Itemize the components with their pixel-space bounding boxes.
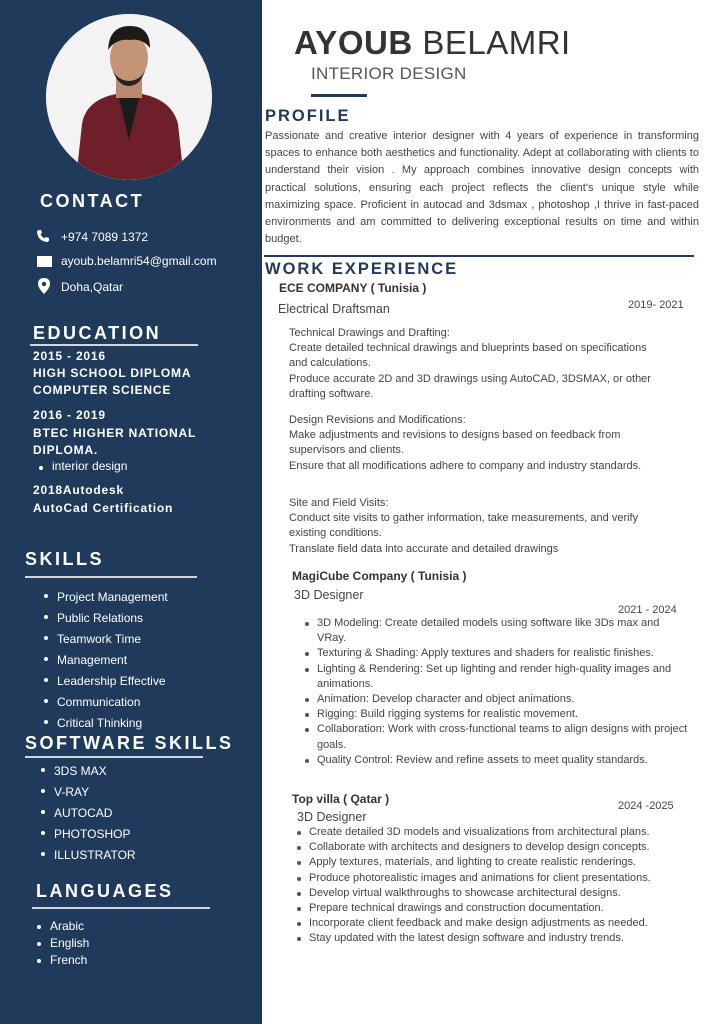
group-line: Produce accurate 2D and 3D drawings using AutoCAD, 3DSMAX, or other drafting software.	[289, 372, 651, 400]
contact-email: ayoub.belamri54@gmail.com	[61, 254, 217, 268]
list-item: Critical Thinking	[41, 713, 168, 734]
sidebar	[0, 0, 262, 1024]
list-item: Animation: Develop character and object animations.	[303, 692, 688, 707]
group-heading: Technical Drawings and Drafting:	[289, 327, 450, 339]
edu-2-years: 2016 - 2019	[33, 408, 106, 422]
list-item: Produce photorealistic images and animations for client presentations.	[295, 871, 685, 886]
group-line: Ensure that all modifications adhere to company and industry standards.	[289, 459, 642, 472]
software-title: SOFTWARE SKILLS	[25, 733, 234, 753]
list-item: Teamwork Time	[41, 629, 168, 650]
list-item: AUTOCAD	[38, 803, 136, 824]
list-item: French	[34, 952, 89, 969]
contact-location: Doha,Qatar	[61, 280, 124, 294]
list-item: Arabic	[34, 918, 89, 935]
full-name	[294, 24, 571, 62]
name-underline	[311, 94, 367, 97]
job-3-role: 3D Designer	[297, 810, 367, 824]
last-name: BELAMRI	[422, 24, 571, 61]
job-3-dates: 2024 -2025	[618, 800, 674, 812]
edu-3-line1: AutoCad Certification	[33, 501, 174, 515]
education-title: EDUCATION	[33, 323, 162, 343]
edu-2-bullets	[36, 459, 127, 473]
profile-text: Passionate and creative interior designer with 4 years of experience in transforming spaces to enhance both aesthetics and functionality. Adept at collaborating with clients to understand their vision . My approach combines innovative design concepts with practical solutions, ensuring each project reflects the client's unique style while maximizing space. Proficient in autocad and 3dsmax , photoshop ,I thrive in fast-paced environments and am committed to delivering exceptional results on time and within budget.	[265, 130, 699, 246]
edu-1-line2: COMPUTER SCIENCE	[33, 383, 172, 397]
list-item: Stay updated with the latest design software and industry trends.	[295, 931, 685, 946]
contact-title: CONTACT	[40, 191, 145, 211]
job-3-company: Top villa ( Qatar )	[292, 792, 390, 806]
list-item: 3D Modeling: Create detailed models using software like 3Ds max and VRay.	[303, 616, 688, 646]
group-line: Translate field data into accurate and detailed drawings	[289, 542, 559, 555]
list-item: Quality Control: Review and refine assets to meet quality standards.	[303, 753, 688, 768]
job-3-list	[295, 825, 685, 947]
edu-2-line1: BTEC HIGHER NATIONAL	[33, 426, 197, 440]
phone-icon	[36, 229, 50, 248]
experience-title: WORK EXPERIENCE	[265, 260, 459, 278]
job-1-role: Electrical Draftsman	[278, 302, 390, 316]
job-1-group-1	[289, 326, 665, 402]
edu-1-years: 2015 - 2016	[33, 349, 106, 363]
profile-title: PROFILE	[265, 107, 351, 125]
list-item: Communication	[41, 692, 168, 713]
list-item: Create detailed 3D models and visualizations from architectural plans.	[295, 825, 685, 840]
list-item: Texturing & Shading: Apply textures and shaders for realistic finishes.	[303, 646, 688, 661]
list-item: Management	[41, 650, 168, 671]
envelope-icon	[37, 254, 52, 272]
software-rule	[25, 756, 203, 758]
list-item: Collaborate with architects and designers to develop design concepts.	[295, 840, 685, 855]
profile-rule	[264, 255, 694, 257]
list-item: Incorporate client feedback and make design adjustments as needed.	[295, 916, 685, 931]
map-pin-icon	[38, 278, 50, 299]
list-item: Collaboration: Work with cross-functional teams to align designs with project goals.	[303, 722, 688, 752]
job-2-company: MagiCube Company ( Tunisia )	[292, 569, 467, 583]
list-item: Apply textures, materials, and lighting to create realistic renderings.	[295, 855, 685, 870]
languages-title: LANGUAGES	[36, 881, 174, 901]
group-line: Make adjustments and revisions to designs based on feedback from supervisors and clients.	[289, 429, 621, 457]
list-item: Public Relations	[41, 608, 168, 629]
list-item: Develop virtual walkthroughs to showcase architectural designs.	[295, 886, 685, 901]
group-line: Create detailed technical drawings and blueprints based on specifications and calculations.	[289, 342, 647, 370]
skills-list	[41, 587, 168, 734]
languages-rule	[32, 907, 210, 909]
list-item: Project Management	[41, 587, 168, 608]
list-item: interior design	[36, 459, 127, 473]
list-item: English	[34, 935, 89, 952]
job-1-group-3	[289, 496, 665, 557]
contact-phone: +974 7089 1372	[61, 230, 149, 244]
list-item: Leadership Effective	[41, 671, 168, 692]
group-heading: Site and Field Visits:	[289, 497, 389, 509]
list-item: Prepare technical drawings and construction documentation.	[295, 901, 685, 916]
list-item: 3DS MAX	[38, 761, 136, 782]
list-item: V-RAY	[38, 782, 136, 803]
education-rule	[30, 344, 198, 346]
list-item: ILLUSTRATOR	[38, 845, 136, 866]
group-line: Conduct site visits to gather information, take measurements, and verify existing conditions.	[289, 512, 639, 540]
edu-2-line2: DIPLOMA.	[33, 443, 99, 457]
software-list	[38, 761, 136, 866]
list-item: Rigging: Build rigging systems for realistic movement.	[303, 707, 688, 722]
skills-rule	[25, 576, 197, 578]
job-2-list	[303, 616, 688, 768]
job-2-role: 3D Designer	[294, 588, 364, 602]
job-1-dates: 2019- 2021	[628, 299, 684, 311]
profile-photo	[46, 14, 212, 180]
first-name: AYOUB	[294, 24, 413, 61]
job-1-company: ECE COMPANY ( Tunisia )	[279, 281, 427, 295]
job-title: INTERIOR DESIGN	[311, 64, 467, 83]
list-item: PHOTOSHOP	[38, 824, 136, 845]
job-2-dates: 2021 - 2024	[618, 604, 677, 616]
skills-title: SKILLS	[25, 549, 105, 569]
job-1-group-2	[289, 413, 675, 474]
list-item: Lighting & Rendering: Set up lighting and render high-quality images and animations.	[303, 662, 688, 692]
languages-list	[34, 918, 89, 969]
edu-3-years: 2018Autodesk	[33, 483, 124, 497]
edu-1-line1: HIGH SCHOOL DIPLOMA	[33, 366, 192, 380]
group-heading: Design Revisions and Modifications:	[289, 414, 466, 426]
